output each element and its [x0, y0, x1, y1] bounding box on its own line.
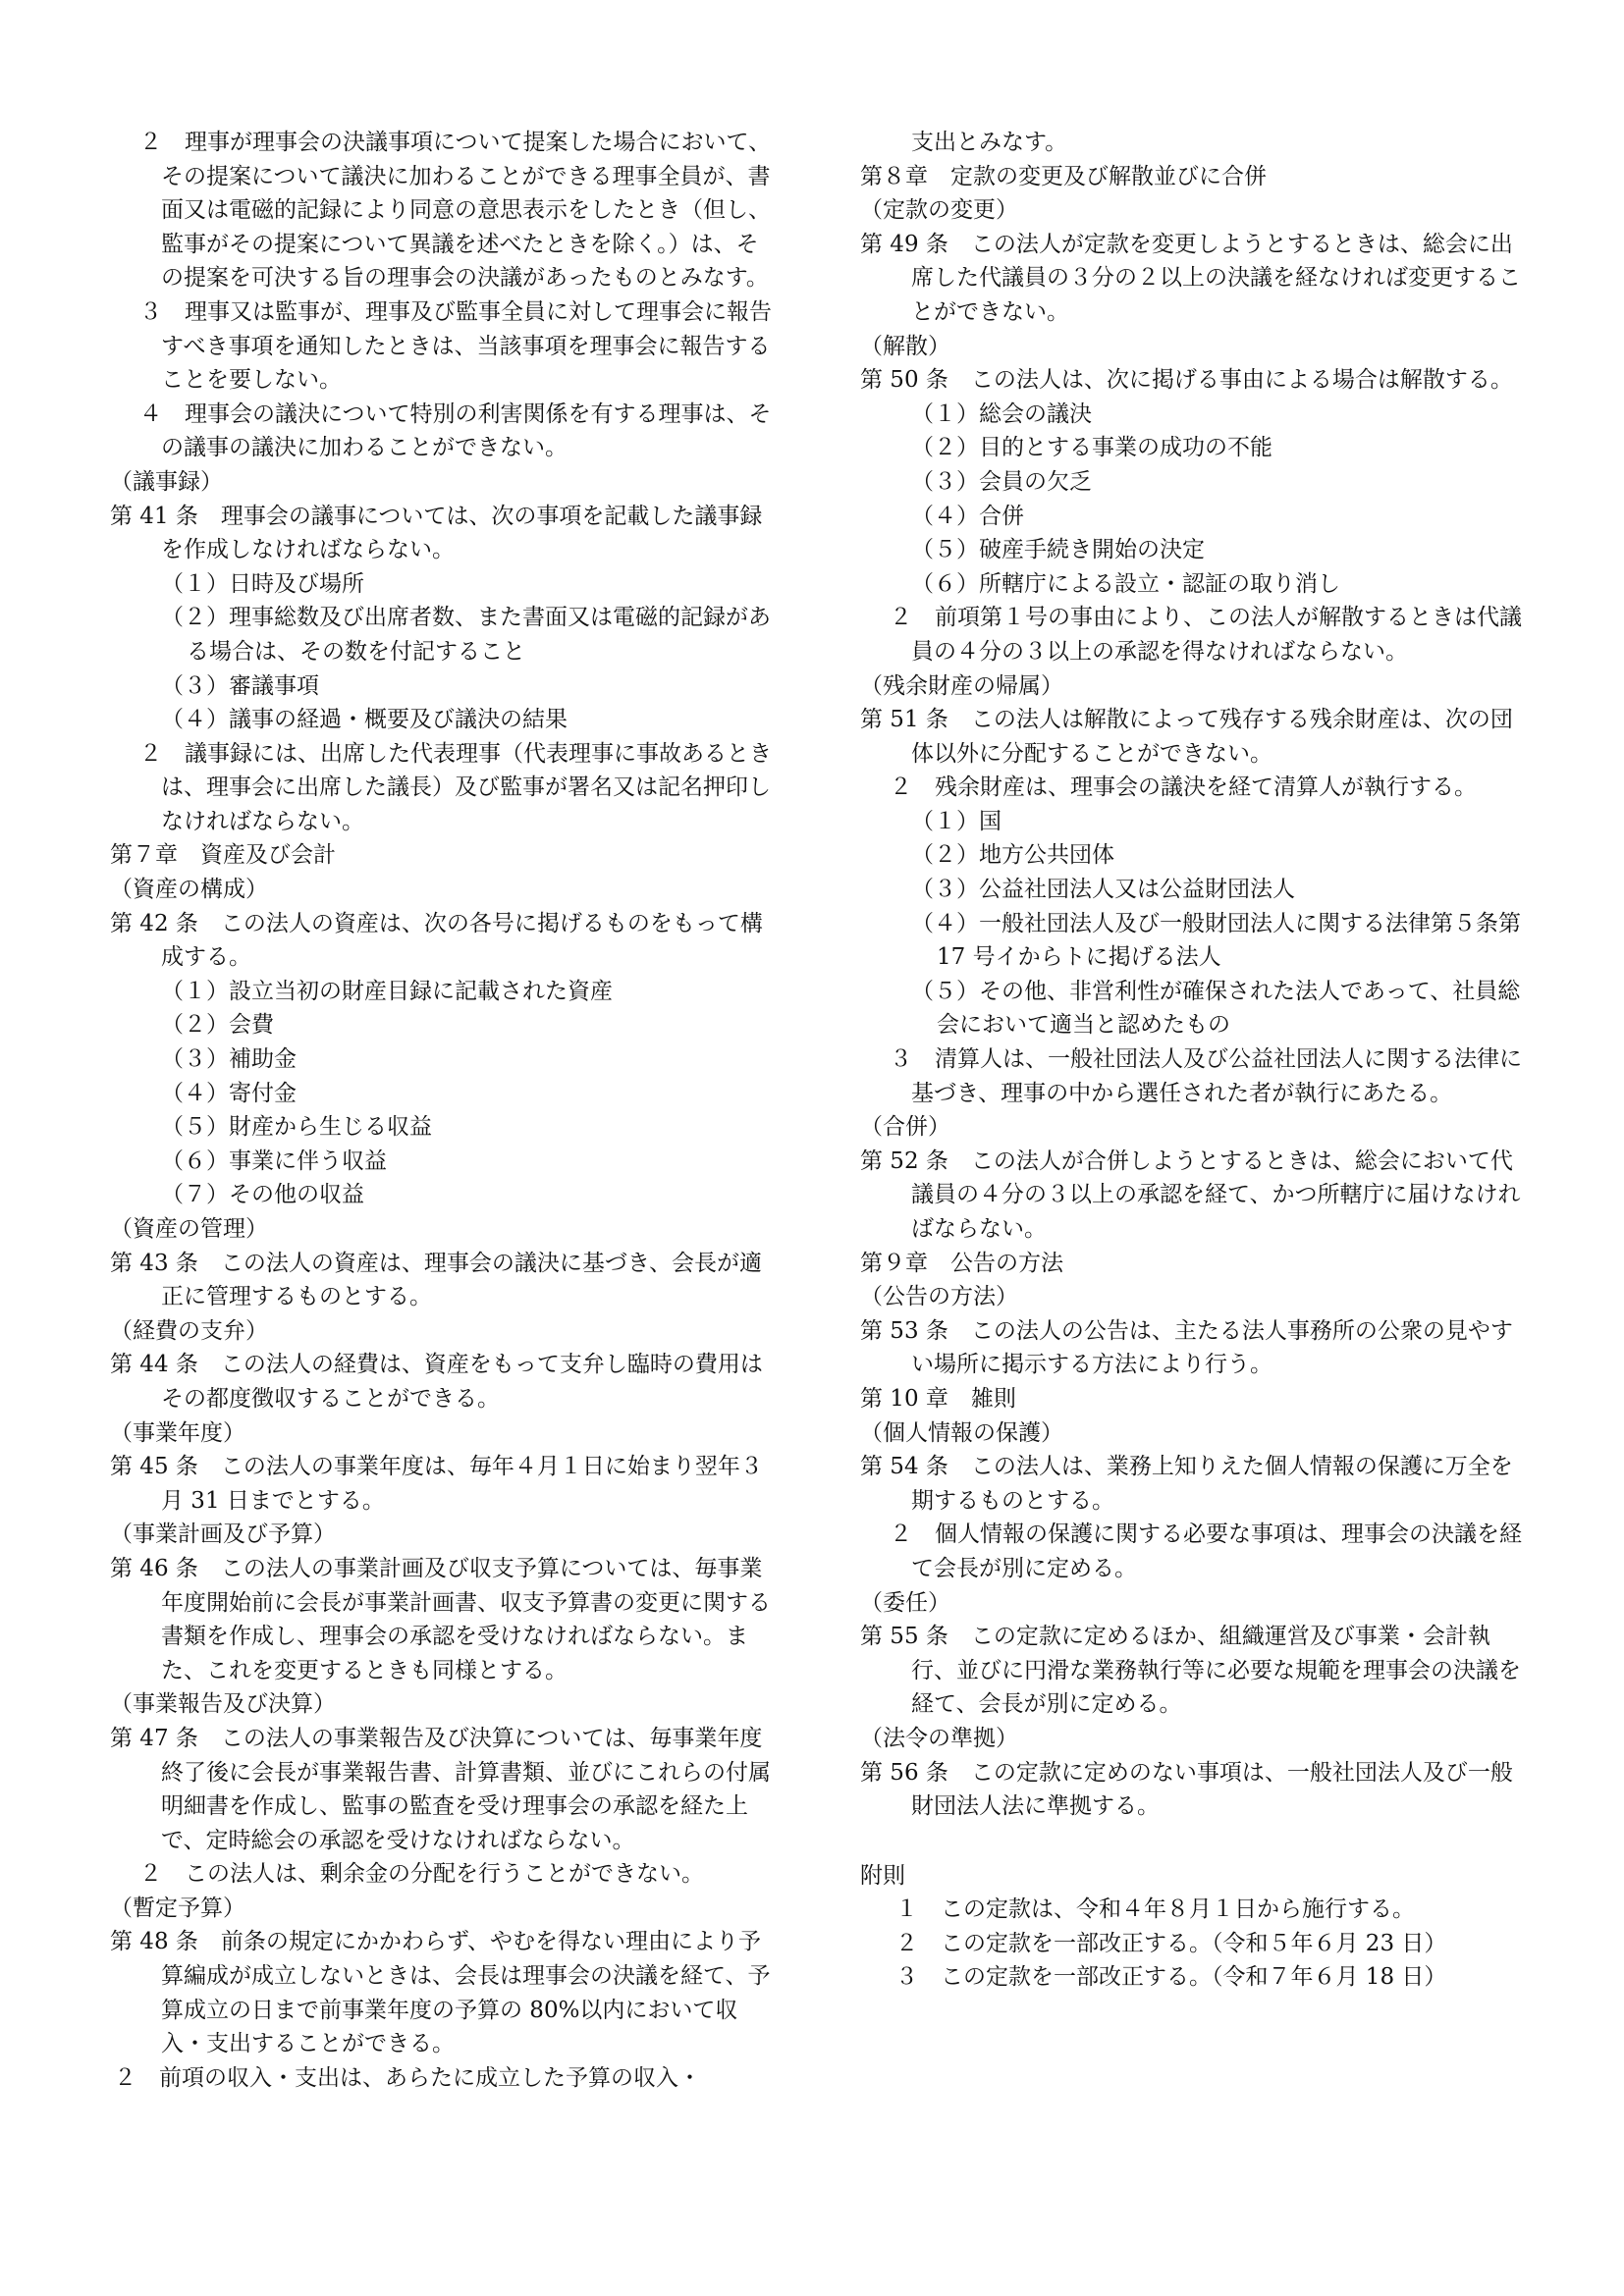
list-item: （３）審議事項: [161, 672, 319, 699]
supplementary-provision: １ この定款は、令和４年８月１日から施行する。: [895, 1896, 1415, 1923]
section-heading: （資産の管理）: [110, 1216, 268, 1242]
list-item: （４）議事の経過・概要及び議決の結果: [161, 707, 568, 733]
list-item: （３）会員の欠乏: [911, 468, 1092, 495]
section-heading: （法令の準拠）: [860, 1725, 1018, 1751]
paragraph: ２ 個人情報の保護に関する必要な事項は、理事会の決議を経て会長が別に定める。: [890, 1522, 1522, 1581]
section-heading: （公告の方法）: [860, 1284, 1018, 1310]
section-heading: （暫定予算）: [110, 1895, 245, 1921]
paragraph: ４ 理事会の議決について特別の利害関係を有する理事は、その議事の議決に加わることができない。: [139, 400, 772, 461]
spacer: [860, 1824, 1530, 1859]
list-item: （１）総会の議決: [911, 400, 1092, 427]
paragraph: ２ 前項の収入・支出は、あらたに成立した予算の収入・: [114, 2064, 701, 2091]
section-heading: 第９章 公告の方法: [860, 1250, 1063, 1276]
list-item: （１）日時及び場所: [161, 570, 364, 597]
article-text: 第 46 条 この法人の事業計画及び収支予算については、毎事業年度開始前に会長が事業計画書、収支予算書の変更に関する書類を作成し、理事会の承認を受けなければならない。また、これを変更するときも同様とする。: [110, 1555, 771, 1683]
list-item: （３）公益社団法人又は公益財団法人: [911, 877, 1295, 903]
article-text: 第 49 条 この法人が定款を変更しようとするときは、総会に出席した代議員の３分の２以上の決議を経なければ変更することができない。: [860, 231, 1521, 325]
continued-text: 支出とみなす。: [911, 130, 1068, 155]
paragraph: ３ 理事又は監事が、理事及び監事全員に対して理事会に報告すべき事項を通知したときは、当該事項を理事会に報告することを要しない。: [139, 298, 772, 394]
right-column: [860, 126, 1530, 1995]
list-item: （２）地方公共団体: [911, 842, 1114, 869]
section-heading: （定款の変更）: [860, 197, 1018, 224]
section-heading: （個人情報の保護）: [860, 1419, 1063, 1446]
article-text: 第 45 条 この法人の事業年度は、毎年４月１日に始まり翌年３月 31 日までとする。: [110, 1454, 763, 1514]
section-heading: 第８章 定款の変更及び解散並びに合併: [860, 163, 1267, 189]
article-text: 第 47 条 この法人の事業報告及び決算については、毎事業年度終了後に会長が事業報告書、計算書類、並びにこれらの付属明細書を作成し、監事の監査を受け理事会の承認を経た上で、定時総会の承認を受けなければならない。: [110, 1725, 771, 1853]
article-text: 第 43 条 この法人の資産は、理事会の議決に基づき、会長が適正に管理するものとする。: [110, 1250, 762, 1310]
section-heading: （経費の支弁）: [110, 1317, 268, 1344]
paragraph: ２ 議事録には、出席した代表理事（代表理事に事故あるときは、理事会に出席した議長）及び監事が署名又は記名押印しなければならない。: [139, 740, 772, 834]
list-item: （３）補助金: [161, 1046, 297, 1073]
list-item: （４）寄付金: [161, 1080, 297, 1106]
article-text: 第 55 条 この定款に定めるほか、組織運営及び事業・会計執行、並びに円滑な業務執行等に必要な規範を理事会の決議を経て、会長が別に定める。: [860, 1624, 1521, 1718]
list-item: （２）目的とする事業の成功の不能: [911, 435, 1272, 461]
list-item: （２）理事総数及び出席者数、また書面又は電磁的記録がある場合は、その数を付記すること: [161, 605, 771, 665]
supplementary-provision: ２ この定款を一部改正する。（令和５年６月 23 日）: [895, 1930, 1447, 1956]
list-item: （４）合併: [911, 503, 1024, 529]
article-text: 第 51 条 この法人は解散によって残存する残余財産は、次の団体以外に分配することができない。: [860, 707, 1513, 767]
list-item: （６）所轄庁による設立・認証の取り消し: [911, 570, 1340, 597]
section-heading: （解散）: [860, 333, 950, 359]
section-heading: 附則: [860, 1862, 905, 1889]
article-text: 第 44 条 この法人の経費は、資産をもって支弁し臨時の費用はその都度徴収することができる。: [110, 1352, 763, 1412]
section-heading: （事業計画及び予算）: [110, 1522, 336, 1548]
paragraph: ２ 残余財産は、理事会の議決を経て清算人が執行する。: [890, 774, 1477, 801]
article-text: 第 56 条 この定款に定めのない事項は、一般社団法人及び一般財団法人法に準拠する。: [860, 1759, 1513, 1820]
list-item: （２）会費: [161, 1012, 274, 1039]
list-item: （５）財産から生じる収益: [161, 1114, 432, 1141]
supplementary-provision: ３ この定款を一部改正する。（令和７年６月 18 日）: [895, 1964, 1447, 1991]
section-heading: （委任）: [860, 1589, 950, 1616]
paragraph: ３ 清算人は、一般社団法人及び公益社団法人に関する法律に基づき、理事の中から選任された者が執行にあたる。: [890, 1046, 1522, 1106]
list-item: （７）その他の収益: [161, 1182, 364, 1208]
section-heading: （資産の構成）: [110, 877, 268, 903]
list-item: （１）国: [911, 808, 1001, 834]
section-heading: 第 10 章 雑則: [860, 1385, 1016, 1412]
article-text: 第 53 条 この法人の公告は、主たる法人事務所の公衆の見やすい場所に掲示する方法により行う。: [860, 1317, 1513, 1378]
list-item: （５）破産手続き開始の決定: [911, 537, 1205, 563]
section-heading: （事業報告及び決算）: [110, 1691, 336, 1718]
article-text: 第 48 条 前条の規定にかかわらず、やむを得ない理由により予算編成が成立しないときは、会長は理事会の決議を経て、予算成立の日まで前事業年度の予算の 80%以内において収入・支出することができる。: [110, 1929, 771, 2057]
section-heading: （残余財産の帰属）: [860, 672, 1063, 699]
paragraph: ２ 理事が理事会の決議事項について提案した場合において、その提案について議決に加わることができる理事全員が、書面又は電磁的記録により同意の意思表示をしたとき（但し、監事がその提案について異議を述べたときを除く。）は、その提案を可決する旨の理事会の決議があったものとみなす。: [139, 130, 772, 292]
section-heading: 第７章 資産及び会計: [110, 842, 336, 869]
article-text: 第 54 条 この法人は、業務上知りえた個人情報の保護に万全を期するものとする。: [860, 1454, 1513, 1514]
section-heading: （議事録）: [110, 468, 223, 495]
article-text: 第 50 条 この法人は、次に掲げる事由による場合は解散する。: [860, 367, 1513, 394]
list-item: （１）設立当初の財産目録に記載された資産: [161, 978, 613, 1004]
article-text: 第 41 条 理事会の議事については、次の事項を記載した議事録を作成しなければならない。: [110, 503, 763, 563]
left-column: [110, 126, 778, 2095]
list-item: （６）事業に伴う収益: [161, 1148, 387, 1174]
paragraph: ２ この法人は、剰余金の分配を行うことができない。: [139, 1861, 704, 1888]
section-heading: （事業年度）: [110, 1419, 245, 1446]
section-heading: （合併）: [860, 1114, 950, 1141]
list-item: （４）一般社団法人及び一般財団法人に関する法律第５条第 17 号イからトに掲げる法人: [911, 910, 1521, 971]
paragraph: ２ 前項第１号の事由により、この法人が解散するときは代議員の４分の３以上の承認を得なければならない。: [890, 605, 1522, 665]
article-text: 第 42 条 この法人の資産は、次の各号に掲げるものをもって構成する。: [110, 910, 763, 971]
article-text: 第 52 条 この法人が合併しようとするときは、総会において代議員の４分の３以上の承認を経て、かつ所轄庁に届けなければならない。: [860, 1148, 1521, 1242]
list-item: （５）その他、非営利性が確保された法人であって、社員総会において適当と認めたもの: [911, 978, 1521, 1039]
